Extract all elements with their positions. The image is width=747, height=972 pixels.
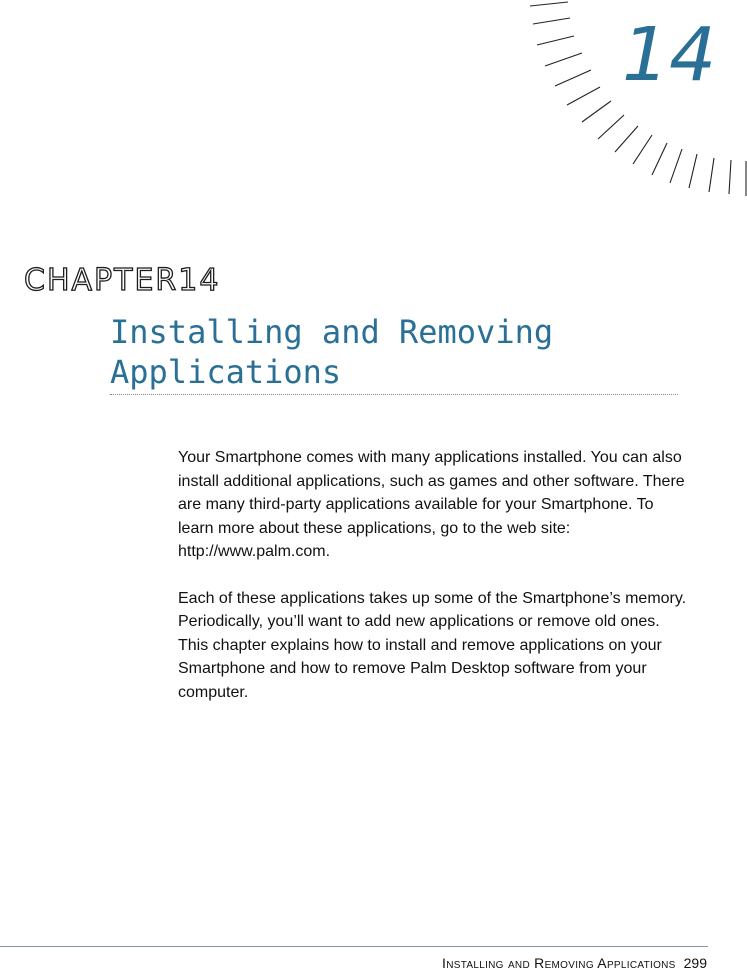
body-paragraph: Your Smartphone comes with many applications installed. You can also install additional applications, such as games and other software. There are many third-party applications available for your Smartphone. To learn more about these applications, go to the web site: http://www.palm.com. <box>178 449 685 560</box>
page-footer <box>442 956 707 970</box>
footer-divider <box>0 946 708 947</box>
body-paragraph: Each of these applications takes up some of the Smartphone’s memory. Periodically, you’ll want to add new applications or remove old ones. This chapter explains how to install and remove applications on your Smartphone and how to remove Palm Desktop software from your computer. <box>178 589 687 701</box>
chapter-number: 14 <box>622 12 717 98</box>
body-text <box>178 446 688 727</box>
chapter-title: Installing and Removing Applications <box>110 313 554 391</box>
chapter-label: CHAPTER14 <box>24 263 221 298</box>
title-divider <box>110 394 678 395</box>
page-number: 299 <box>683 955 707 971</box>
running-title: Installing and Removing Applications <box>442 955 676 971</box>
